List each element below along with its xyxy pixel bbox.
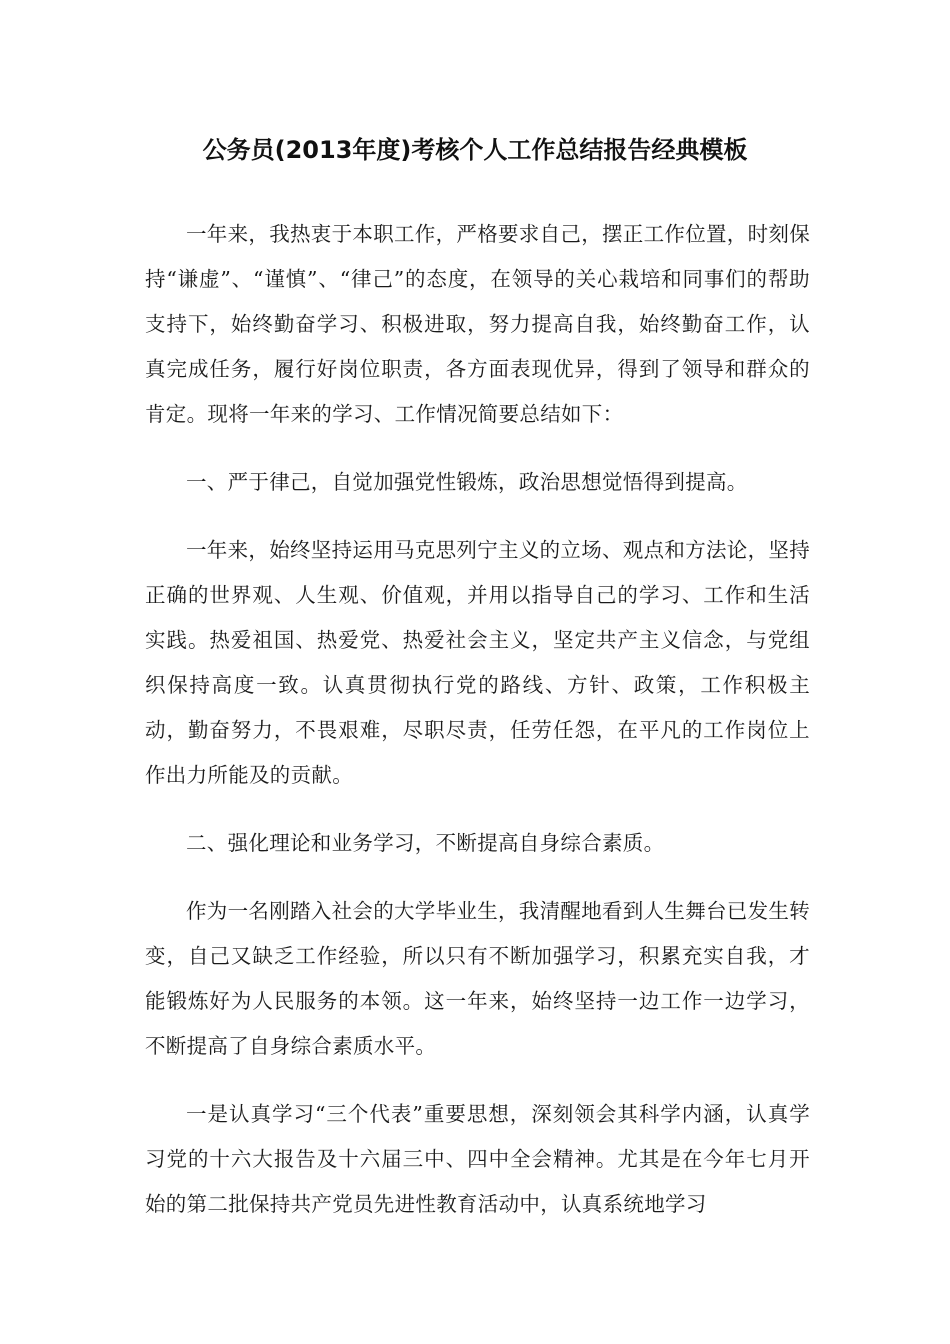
section-heading-2: 二、强化理论和业务学习，不断提高自身综合素质。 [186,831,665,855]
document-title: 公务员(2013年度)考核个人工作总结报告经典模板 [202,136,748,164]
section-heading-1: 一、严于律己，自觉加强党性锻炼，政治思想觉悟得到提高。 [186,470,748,494]
paragraph-political: 一年来，始终坚持运用马克思列宁主义的立场、观点和方法论，坚持正确的世界观、人生观、价值观，并用以指导自己的学习、工作和生活实践。热爱祖国、热爱党、热爱社会主义，坚定共产主义信念，与党组织保持高度一致。认真贯彻执行党的路线、方针、政策，工作积极主动，勤奋努力，不畏艰难，尽职尽责，任劳任怨，在平凡的工作岗位上作出力所能及的贡献。 [145,538,810,787]
paragraph-learning: 作为一名刚踏入社会的大学毕业生，我清醒地看到人生舞台已发生转变，自己又缺乏工作经验，所以只有不断加强学习，积累充实自我，才能锻炼好为人民服务的本领。这一年来，始终坚持一边工作一边学习，不断提高了自身综合素质水平。 [145,899,810,1058]
document-body [145,212,810,1250]
paragraph-intro: 一年来，我热衷于本职工作，严格要求自己，摆正工作位置，时刻保持“谦虚”、“谨慎”、“律己”的态度，在领导的关心栽培和同事们的帮助支持下，始终勤奋学习、积极进取，努力提高自我，始终勤奋工作，认真完成任务，履行好岗位职责，各方面表现优异，得到了领导和群众的肯定。现将一年来的学习、工作情况简要总结如下： [145,222,810,426]
paragraph-study-first: 一是认真学习“三个代表”重要思想，深刻领会其科学内涵，认真学习党的十六大报告及十六届三中、四中全会精神。尤其是在今年七月开始的第二批保持共产党员先进性教育活动中，认真系统地学习 [145,1102,810,1216]
